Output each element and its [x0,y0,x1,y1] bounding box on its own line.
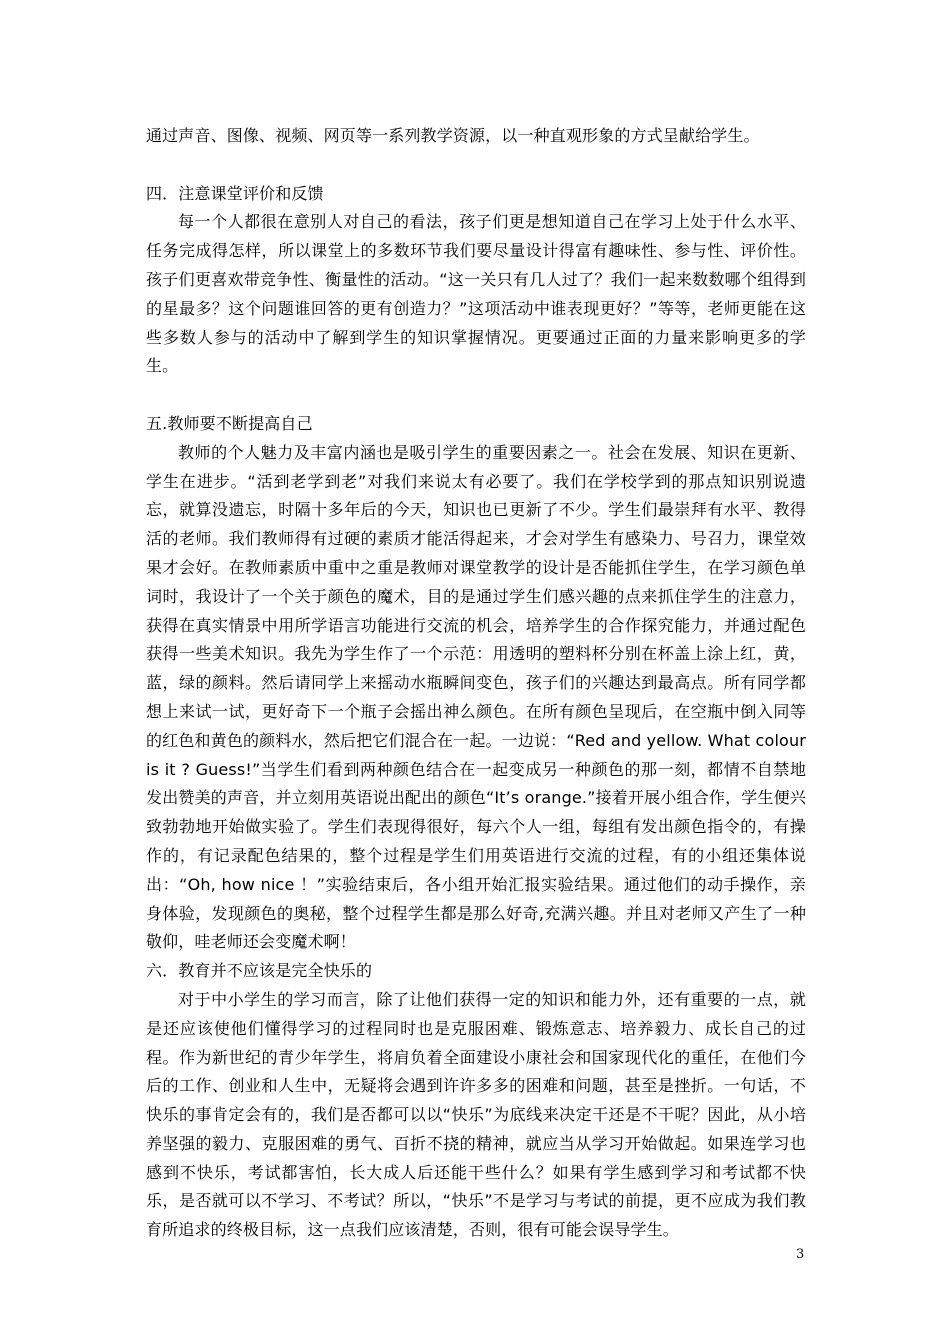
section-5-paragraph: 教师的个人魅力及丰富内涵也是吸引学生的重要因素之一。社会在发展、知识在更新、学生在进步。“活到老学到老”对我们来说太有必要了。我们在学校学到的那点知识别说遗忘，就算没遗忘，时隔十多年后的今天，知识也已更新了不少。学生们最崇拜有水平、教得活的老师。我们教师得有过硬的素质才能活得起来，才会对学生有感染力、号召力，课堂效果才会好。在教师素质中重中之重是教师对课堂教学的设计是否能抓住学生，在学习颜色单词时，我设计了一个关于颜色的魔术，目的是通过学生们感兴趣的点来抓住学生的注意力，获得在真实情景中用所学语言功能进行交流的机会，培养学生的合作探究能力，并通过配色获得一些美术知识。我先为学生作了一个示范：用透明的塑料杯分别在杯盖上涂上红，黄，蓝，绿的颜料。然后请同学上来摇动水瓶瞬间变色，孩子们的兴趣达到最高点。所有同学都想上来试一试，更好奇下一个瓶子会摇出神么颜色。在所有颜色呈现后，在空瓶中倒入同等的红色和黄色的颜料水，然后把它们混合在一起。一边说：“Red and yellow. What colour is it ? Guess!”当学生们看到两种颜色结合在一起变成另一种颜色的那一刻，都情不自禁地发出赞美的声音，并立刻用英语说出配出的颜色“It’s orange.”接着开展小组合作，学生便兴致勃勃地开始做实验了。学生们表现得很好，每六个人一组，每组有发出颜色指令的，有操作的，有记录配色结果的，整个过程是学生们用英语进行交流的过程，有的小组还集体说出：“Oh, how nice ！”实验结束后，各小组开始汇报实验结果。通过他们的动手操作，亲身体验，发现颜色的奥秘，整个过程学生都是那么好奇,充满兴趣。并且对老师又产生了一种敬仰，哇老师还会变魔术啊！ [146,442,806,952]
section-4-heading: 四．注意课堂评价和反馈 [146,183,324,203]
section-4-paragraph: 每一个人都很在意别人对自己的看法，孩子们更是想知道自己在学习上处于什么水平、任务完成得怎样，所以课堂上的多数环节我们要尽量设计得富有趣味性、参与性、评价性。孩子们更喜欢带竞争性、衡量性的活动。“这一关只有几人过了？我们一起来数数哪个组得到的星最多？这个问题谁回答的更有创造力？”这项活动中谁表现更好？”等等，老师更能在这些多数人参与的活动中了解到学生的知识掌握情况。更要通过正面的力量来影响更多的学生。 [146,212,806,376]
continuation-paragraph: 通过声音、图像、视频、网页等一系列教学资源，以一种直观形象的方式呈献给学生。 [146,126,760,145]
paragraph-gap [146,381,806,410]
section-5-heading: 五.教师要不断提高自己 [146,413,313,433]
document-body [146,122,806,1245]
section-6-paragraph: 对于中小学生的学习而言，除了让他们获得一定的知识和能力外，还有重要的一点，就是还应该使他们懂得学习的过程同时也是克服困难、锻炼意志、培养毅力、成长自己的过程。作为新世纪的青少年学生，将肩负着全面建设小康社会和国家现代化的重任，在他们今后的工作、创业和人生中，无疑将会遇到许许多多的困难和问题，甚至是挫折。一句话，不快乐的事肯定会有的，我们是否都可以以“快乐”为底线来决定干还是不干呢？因此，从小培养坚强的毅力、克服困难的勇气、百折不挠的精神，就应当从学习开始做起。如果连学习也感到不快乐，考试都害怕，长大成人后还能干些什么？如果有学生感到学习和考试都不快乐，是否就可以不学习、不考试？所以，“快乐”不是学习与考试的前提，更不应成为我们教育所追求的终极目标，这一点我们应该清楚，否则，很有可能会误导学生。 [146,989,806,1240]
paragraph-gap [146,151,806,180]
section-6-heading: 六．教育并不应该是完全快乐的 [146,961,373,981]
page-number: 3 [796,1247,805,1262]
